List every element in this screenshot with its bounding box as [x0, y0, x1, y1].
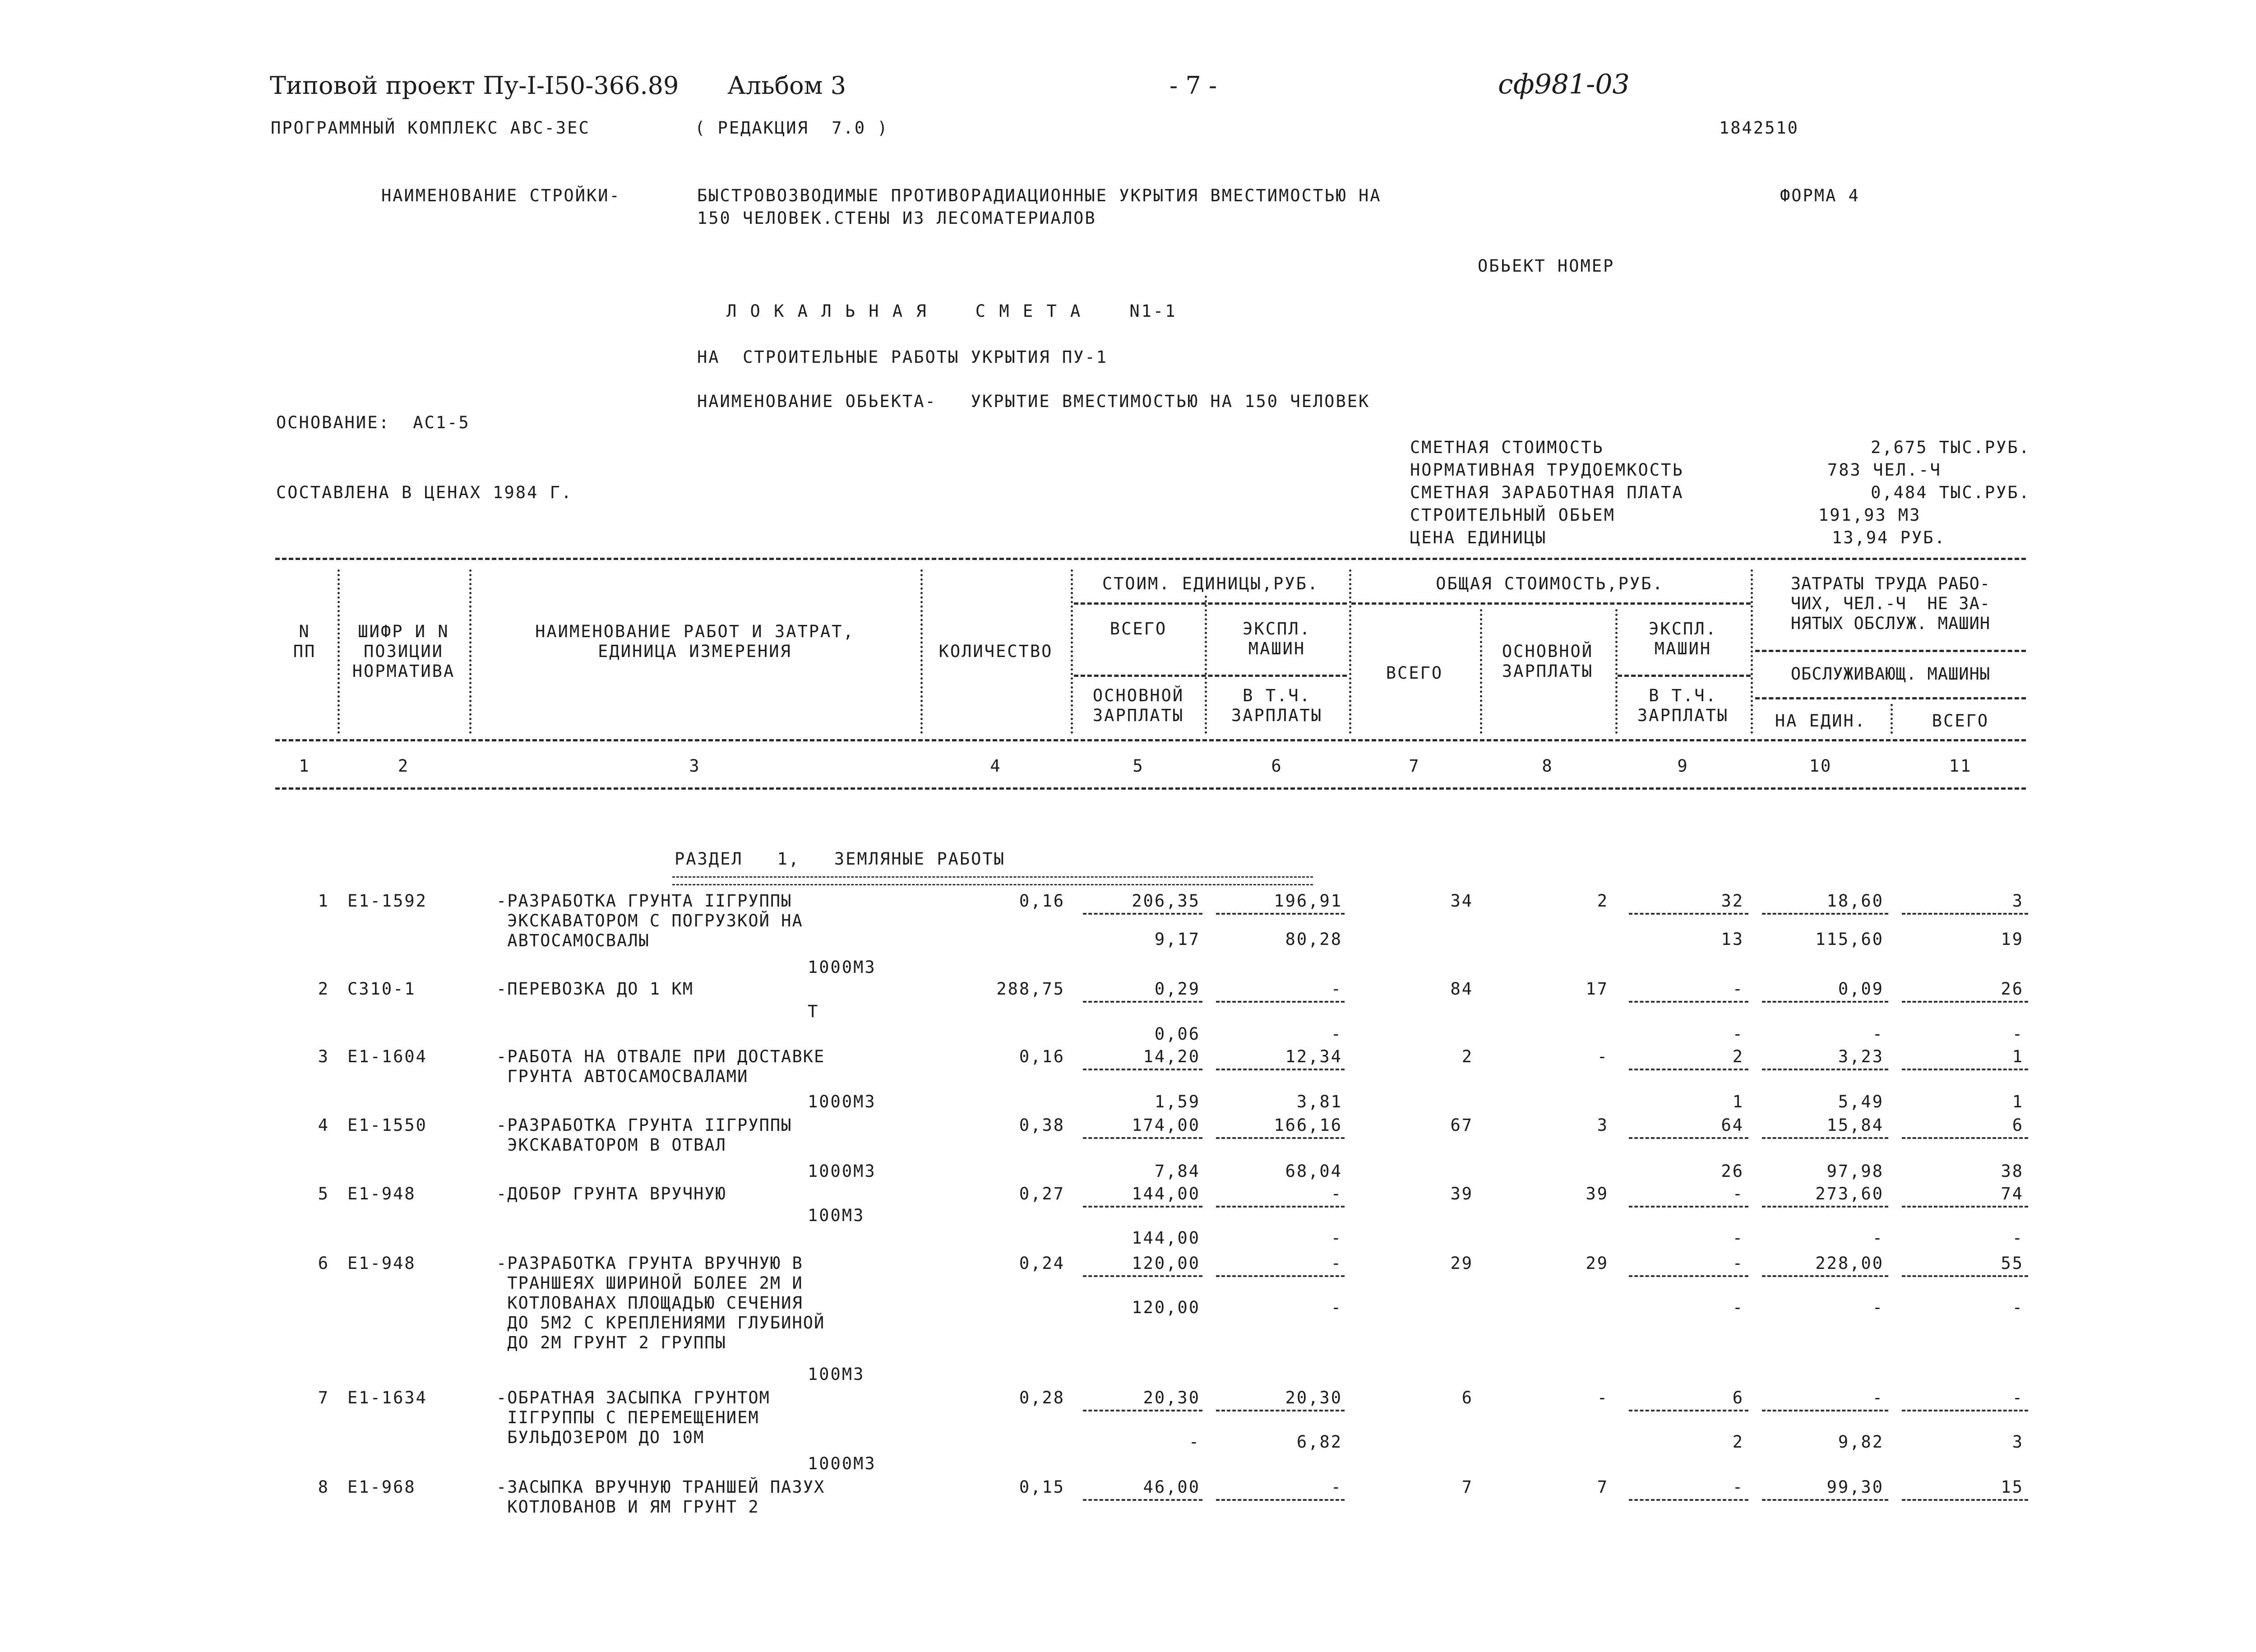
row-value-c5a: 120,00 — [1132, 1254, 1200, 1273]
row-value-c5b: 9,17 — [1154, 930, 1200, 949]
row-number: 8 — [318, 1477, 329, 1497]
row-value-c9b: 26 — [1721, 1161, 1744, 1181]
row-value-c11b: 3 — [2012, 1432, 2024, 1452]
row-value-c8: - — [1597, 1388, 1609, 1407]
header-total-cost: ОБЩАЯ СТОИМОСТЬ,РУБ. — [1436, 574, 1664, 593]
row-value-c9b: - — [1732, 1298, 1744, 1317]
row-value-c5b: 1,59 — [1154, 1092, 1200, 1111]
row-unit: 1000М3 — [808, 1092, 876, 1111]
row-value-c7: 39 — [1450, 1184, 1473, 1203]
row-separator — [1629, 1206, 1748, 1208]
header-c5b: ОСНОВНОЙ ЗАРПЛАТЫ — [1092, 686, 1184, 725]
row-separator — [1762, 1275, 1888, 1277]
row-code: С310-1 — [347, 979, 416, 999]
row-value-c9b: - — [1732, 1228, 1744, 1248]
row-value-c10b: 5,49 — [1838, 1092, 1884, 1111]
row-value-c11b: 1 — [2012, 1092, 2024, 1111]
row-value-c7: 29 — [1450, 1254, 1473, 1273]
basis-label: ОСНОВАНИЕ: АС1-5 — [276, 413, 470, 432]
row-value-c11a: - — [2012, 1388, 2024, 1407]
row-separator — [1902, 1206, 2028, 1208]
row-description: -ЗАСЫПКА ВРУЧНУЮ ТРАНШЕЙ ПАЗУХ КОТЛОВАНОВ И ЯМ ГРУНТ 2 — [496, 1477, 825, 1517]
album-label: Альбом 3 — [727, 71, 846, 100]
row-value-c6a: - — [1331, 1477, 1342, 1497]
row-separator — [1216, 1410, 1345, 1411]
column-number: 11 — [1949, 756, 1972, 776]
row-separator — [1083, 1410, 1202, 1411]
row-value-c9a: 6 — [1732, 1388, 1744, 1407]
header-c7: ВСЕГО — [1386, 663, 1443, 683]
row-value-c10a: 228,00 — [1815, 1254, 1884, 1273]
row-value-c5b: 0,06 — [1154, 1024, 1200, 1044]
row-value-c8: - — [1597, 1047, 1609, 1066]
row-value-c5a: 46,00 — [1143, 1477, 1200, 1497]
header-num: N ПП — [293, 622, 316, 661]
row-separator — [1216, 1069, 1345, 1070]
row-value-c11b: - — [2012, 1024, 2024, 1044]
row-value-qty: 0,27 — [1019, 1184, 1065, 1203]
column-number: 3 — [689, 756, 701, 776]
row-separator — [1902, 913, 2028, 915]
header-c6b: В Т.Ч. ЗАРПЛАТЫ — [1231, 686, 1323, 725]
row-value-c6a: - — [1331, 979, 1342, 999]
row-value-c11a: 15 — [2001, 1477, 2024, 1497]
row-separator — [1762, 1001, 1888, 1003]
header-rule — [1755, 650, 2026, 652]
row-value-c9b: 2 — [1732, 1432, 1744, 1452]
works-title: НА СТРОИТЕЛЬНЫЕ РАБОТЫ УКРЫТИЯ ПУ-1 — [697, 347, 1108, 367]
row-separator — [1902, 1410, 2028, 1411]
row-value-c5a: 14,20 — [1143, 1047, 1200, 1066]
summary-value: 191,93 М3 — [1818, 505, 1921, 525]
row-value-c10a: 15,84 — [1826, 1115, 1884, 1135]
row-value-c10a: 273,60 — [1815, 1184, 1884, 1203]
header-rule — [1755, 697, 2026, 699]
summary-value: 13,94 РУБ. — [1832, 528, 1946, 547]
estimate-title: Л О К А Л Ь Н А Я С М Е Т А N1-1 — [726, 301, 1177, 321]
row-separator — [1762, 913, 1888, 915]
row-value-c11b: 19 — [2001, 930, 2024, 949]
row-value-c5b: 144,00 — [1132, 1228, 1200, 1248]
row-separator — [1216, 1275, 1345, 1277]
row-unit: 1000М3 — [808, 958, 876, 977]
header-total: ВСЕГО — [1932, 711, 1989, 731]
row-separator — [1216, 1499, 1345, 1501]
row-value-c11a: 74 — [2001, 1184, 2024, 1203]
row-separator — [1083, 1206, 1202, 1208]
row-value-c10b: 115,60 — [1815, 930, 1884, 949]
header-quantity: КОЛИЧЕСТВО — [938, 642, 1053, 661]
row-unit: 1000М3 — [808, 1161, 876, 1181]
row-value-c8: 2 — [1597, 891, 1609, 911]
row-description: -РАЗРАБОТКА ГРУНТА IIГРУППЫ ЭКСКАВАТОРОМ В ОТВАЛ — [496, 1115, 792, 1155]
row-value-c8: 39 — [1586, 1184, 1609, 1203]
row-value-c6b: 3,81 — [1296, 1092, 1342, 1111]
row-number: 6 — [318, 1254, 329, 1273]
document-number: 1842510 — [1719, 118, 1799, 138]
construction-name-line1: БЫСТРОВОЗВОДИМЫЕ ПРОТИВОРАДИАЦИОННЫЕ УКРЫТИЯ ВМЕСТИМОСТЬЮ НА — [697, 186, 1382, 205]
page-number: - 7 - — [1170, 71, 1217, 100]
row-separator — [1629, 1410, 1748, 1411]
row-separator — [1762, 1069, 1888, 1070]
row-value-qty: 0,15 — [1019, 1477, 1065, 1497]
construction-label: НАИМЕНОВАНИЕ СТРОЙКИ- — [381, 186, 621, 205]
row-separator — [1902, 1275, 2028, 1277]
header-machines: ОБСЛУЖИВАЮЩ. МАШИНЫ — [1790, 664, 1991, 684]
row-code: Е1-1604 — [347, 1047, 427, 1066]
summary-label: НОРМАТИВНАЯ ТРУДОЕМКОСТЬ — [1410, 460, 1684, 480]
row-separator — [1629, 1275, 1748, 1277]
row-separator — [1902, 1499, 2028, 1501]
column-number: 9 — [1677, 756, 1689, 776]
row-value-c7: 7 — [1461, 1477, 1473, 1497]
row-value-c7: 84 — [1450, 979, 1473, 999]
row-number: 7 — [318, 1388, 329, 1407]
row-separator — [1762, 1206, 1888, 1208]
row-number: 5 — [318, 1184, 329, 1203]
row-value-c9a: 64 — [1721, 1115, 1744, 1135]
row-number: 2 — [318, 979, 329, 999]
row-value-c10b: 9,82 — [1838, 1432, 1884, 1452]
row-value-c7: 2 — [1461, 1047, 1473, 1066]
row-separator — [1216, 1001, 1345, 1003]
row-value-c6b: 68,04 — [1285, 1161, 1342, 1181]
row-value-c5b: 7,84 — [1154, 1161, 1200, 1181]
row-description: -РАЗРАБОТКА ГРУНТА ВРУЧНУЮ В ТРАНШЕЯХ ШИРИНОЙ БОЛЕЕ 2М И КОТЛОВАНАХ ПЛОЩАДЬЮ СЕЧЕНИЯ ДО 5М2 С КРЕПЛЕНИЯМИ ГЛУБИНОЙ ДО 2М ГРУНТ 2 ГРУППЫ — [496, 1254, 825, 1352]
header-rule — [1074, 602, 1347, 605]
header-labor: ЗАТРАТЫ ТРУДА РАБО- ЧИХ, ЧЕЛ.-Ч НЕ ЗА- НЯТЫХ ОБСЛУЖ. МАШИН — [1790, 574, 1991, 633]
row-value-c10b: - — [1872, 1298, 1884, 1317]
row-separator — [1629, 913, 1748, 915]
row-value-c9b: - — [1732, 1024, 1744, 1044]
row-value-c5a: 20,30 — [1143, 1388, 1200, 1407]
row-value-c6b: - — [1331, 1228, 1342, 1248]
object-name: НАИМЕНОВАНИЕ ОБЬЕКТА- УКРЫТИЕ ВМЕСТИМОСТЬЮ НА 150 ЧЕЛОВЕК — [697, 392, 1370, 411]
divider — [275, 558, 2026, 560]
row-value-c6a: 20,30 — [1285, 1388, 1342, 1407]
row-separator — [1902, 1001, 2028, 1003]
row-value-qty: 0,24 — [1019, 1254, 1065, 1273]
header-rule — [1351, 602, 1751, 605]
program-name: ПРОГРАММНЫЙ КОМПЛЕКС АВС-3ЕС — [271, 118, 590, 138]
row-separator — [1629, 1069, 1748, 1070]
summary-label: СТРОИТЕЛЬНЫЙ ОБЬЕМ — [1410, 505, 1615, 525]
row-value-c9b: 1 — [1732, 1092, 1744, 1111]
divider — [275, 739, 2026, 741]
column-number: 4 — [990, 756, 1002, 776]
row-value-c9b: 13 — [1721, 930, 1744, 949]
row-separator — [1629, 1499, 1748, 1501]
row-value-c6a: - — [1331, 1184, 1342, 1203]
row-description: -ОБРАТНАЯ ЗАСЫПКА ГРУНТОМ IIГРУППЫ С ПЕРЕМЕЩЕНИЕМ БУЛЬДОЗЕРОМ ДО 10М — [496, 1388, 770, 1447]
row-separator — [1216, 1137, 1345, 1139]
row-code: Е1-1550 — [347, 1115, 427, 1135]
row-separator — [1629, 1137, 1748, 1139]
header-per-unit: НА ЕДИН. — [1775, 711, 1867, 731]
row-separator — [1083, 1137, 1202, 1139]
section-title: РАЗДЕЛ 1, ЗЕМЛЯНЫЕ РАБОТЫ — [675, 849, 1006, 869]
row-separator — [1902, 1069, 2028, 1070]
row-separator — [1216, 1206, 1345, 1208]
row-value-c6a: 166,16 — [1274, 1115, 1342, 1135]
row-value-c11a: 3 — [2012, 891, 2024, 911]
row-value-c5a: 0,29 — [1154, 979, 1200, 999]
column-number: 1 — [299, 756, 310, 776]
row-value-c11a: 26 — [2001, 979, 2024, 999]
row-separator — [1083, 1275, 1202, 1277]
row-code: Е1-1592 — [347, 891, 427, 911]
row-value-c6a: 196,91 — [1274, 891, 1342, 911]
row-value-c6a: 12,34 — [1285, 1047, 1342, 1066]
row-description: -ДОБОР ГРУНТА ВРУЧНУЮ — [496, 1184, 726, 1203]
row-value-c6a: - — [1331, 1254, 1342, 1273]
row-unit: 100М3 — [808, 1206, 865, 1225]
row-value-c8: 29 — [1586, 1254, 1609, 1273]
construction-name-line2: 150 ЧЕЛОВЕК.СТЕНЫ ИЗ ЛЕСОМАТЕРИАЛОВ — [697, 208, 1096, 228]
row-value-qty: 0,38 — [1019, 1115, 1065, 1135]
summary-value: 0,484 ТЫС.РУБ. — [1871, 483, 2030, 502]
header-c8: ОСНОВНОЙ ЗАРПЛАТЫ — [1502, 642, 1594, 681]
row-separator — [1629, 1001, 1748, 1003]
row-separator — [1083, 1499, 1202, 1501]
summary-value: 2,675 ТЫС.РУБ. — [1871, 438, 2030, 457]
row-number: 3 — [318, 1047, 329, 1066]
header-c5a: ВСЕГО — [1110, 619, 1167, 639]
row-value-c6b: 80,28 — [1285, 930, 1342, 949]
document-code: сф981-03 — [1498, 69, 1630, 100]
row-value-qty: 0,16 — [1019, 891, 1065, 911]
prices-label: СОСТАВЛЕНА В ЦЕНАХ 1984 Г. — [276, 483, 573, 502]
row-separator — [1762, 1499, 1888, 1501]
row-value-c10b: 97,98 — [1826, 1161, 1884, 1181]
row-value-c8: 17 — [1586, 979, 1609, 999]
row-value-c9a: - — [1732, 1184, 1744, 1203]
column-number: 6 — [1271, 756, 1283, 776]
column-number: 5 — [1133, 756, 1144, 776]
header-c9b: В Т.Ч. ЗАРПЛАТЫ — [1637, 686, 1729, 725]
row-separator — [1762, 1137, 1888, 1139]
row-value-c9a: 32 — [1721, 891, 1744, 911]
row-code: Е1-948 — [347, 1184, 416, 1203]
row-value-c11a: 1 — [2012, 1047, 2024, 1066]
row-value-qty: 0,28 — [1019, 1388, 1065, 1407]
row-number: 4 — [318, 1115, 329, 1135]
row-value-c10b: - — [1872, 1228, 1884, 1248]
row-value-c7: 67 — [1450, 1115, 1473, 1135]
row-value-c5a: 144,00 — [1132, 1184, 1200, 1203]
header-unit-cost: СТОИМ. ЕДИНИЦЫ,РУБ. — [1102, 574, 1319, 593]
row-separator — [1902, 1137, 2028, 1139]
row-separator — [1083, 1001, 1202, 1003]
row-value-c9a: 2 — [1732, 1047, 1744, 1066]
row-value-c11a: 55 — [2001, 1254, 2024, 1273]
row-value-c9a: - — [1732, 1254, 1744, 1273]
row-value-c10a: - — [1872, 1388, 1884, 1407]
row-value-c11a: 6 — [2012, 1115, 2024, 1135]
row-value-c10a: 3,23 — [1838, 1047, 1884, 1066]
project-title: Типовой проект Пу-I-I50-366.89 — [270, 71, 679, 100]
row-value-qty: 288,75 — [996, 979, 1065, 999]
row-separator — [1216, 913, 1345, 915]
row-value-c5a: 174,00 — [1132, 1115, 1200, 1135]
summary-label: ЦЕНА ЕДИНИЦЫ — [1410, 528, 1547, 547]
row-value-qty: 0,16 — [1019, 1047, 1065, 1066]
row-value-c6b: 6,82 — [1296, 1432, 1342, 1452]
row-value-c9a: - — [1732, 979, 1744, 999]
row-code: Е1-948 — [347, 1254, 416, 1273]
column-number: 7 — [1409, 756, 1420, 776]
row-code: Е1-1634 — [347, 1388, 427, 1407]
column-number: 8 — [1542, 756, 1553, 776]
row-description: -РАЗРАБОТКА ГРУНТА IIГРУППЫ ЭКСКАВАТОРОМ С ПОГРУЗКОЙ НА АВТОСАМОСВАЛЫ — [496, 891, 803, 950]
row-separator — [1083, 913, 1202, 915]
row-value-c7: 34 — [1450, 891, 1473, 911]
row-value-c10b: - — [1872, 1024, 1884, 1044]
row-value-c10a: 18,60 — [1826, 891, 1884, 911]
header-code: ШИФР И N ПОЗИЦИИ НОРМАТИВА — [352, 622, 455, 681]
row-value-c6b: - — [1331, 1024, 1342, 1044]
column-rule — [1349, 569, 1351, 734]
section-underline — [672, 876, 1313, 885]
row-value-c11b: 38 — [2001, 1161, 2024, 1181]
row-separator — [1762, 1410, 1888, 1411]
row-separator — [1083, 1069, 1202, 1070]
column-number: 10 — [1809, 756, 1832, 776]
header-rule — [1074, 675, 1347, 677]
program-edition: ( РЕДАКЦИЯ 7.0 ) — [695, 118, 889, 138]
row-value-c8: 7 — [1597, 1477, 1609, 1497]
object-number-label: ОБЬЕКТ НОМЕР — [1478, 256, 1615, 276]
row-number: 1 — [318, 891, 329, 911]
row-value-c5a: 206,35 — [1132, 891, 1200, 911]
header-rule — [1618, 675, 1751, 677]
summary-label: СМЕТНАЯ СТОИМОСТЬ — [1410, 438, 1604, 457]
row-unit: 100М3 — [808, 1365, 865, 1384]
row-value-c9a: - — [1732, 1477, 1744, 1497]
header-c6a: ЭКСПЛ. МАШИН — [1243, 619, 1311, 658]
summary-value: 783 ЧЕЛ.-Ч — [1827, 460, 1942, 480]
row-unit: 1000М3 — [808, 1454, 876, 1473]
row-value-c11b: - — [2012, 1298, 2024, 1317]
summary-label: СМЕТНАЯ ЗАРАБОТНАЯ ПЛАТА — [1410, 483, 1684, 502]
row-unit: Т — [808, 1002, 819, 1021]
row-value-c8: 3 — [1597, 1115, 1609, 1135]
row-value-c7: 6 — [1461, 1388, 1473, 1407]
row-value-c6b: - — [1331, 1298, 1342, 1317]
row-value-c10a: 0,09 — [1838, 979, 1884, 999]
row-value-c5b: - — [1188, 1432, 1200, 1452]
form-label: ФОРМА 4 — [1780, 186, 1860, 205]
row-description: -РАБОТА НА ОТВАЛЕ ПРИ ДОСТАВКЕ ГРУНТА АВТОСАМОСВАЛАМИ — [496, 1047, 825, 1086]
row-code: Е1-968 — [347, 1477, 416, 1497]
header-name: НАИМЕНОВАНИЕ РАБОТ И ЗАТРАТ, ЕДИНИЦА ИЗМЕРЕНИЯ — [535, 622, 855, 661]
divider — [275, 787, 2026, 790]
row-value-c11b: - — [2012, 1228, 2024, 1248]
row-value-c5b: 120,00 — [1132, 1298, 1200, 1317]
header-c9a: ЭКСПЛ. МАШИН — [1649, 619, 1717, 658]
row-value-c10a: 99,30 — [1826, 1477, 1884, 1497]
row-description: -ПЕРЕВОЗКА ДО 1 КМ — [496, 979, 693, 999]
column-number: 2 — [398, 756, 410, 776]
